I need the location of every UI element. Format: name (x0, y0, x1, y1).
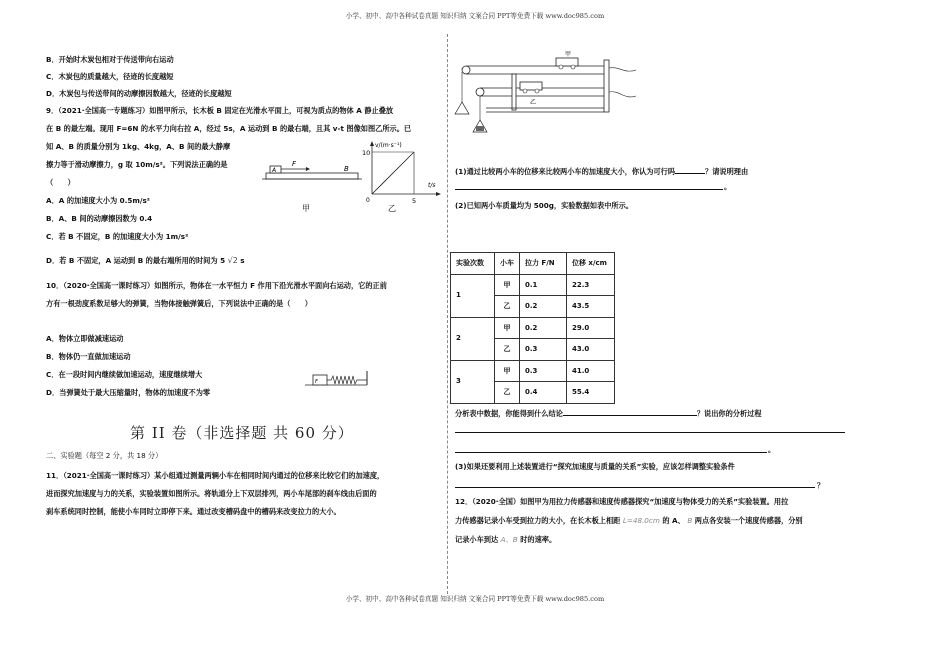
analysis-line (455, 408, 762, 419)
analysis-line-2[interactable] (455, 432, 845, 433)
q11-line-1: 11．（2021·全国高一课时练习）某小组通过测量两辆小车在相同时间内通过的位移来比较它们的加速度， (46, 471, 385, 480)
q12-text-c: 的 A、 (662, 516, 685, 525)
q10-option-c: C．在一段时间内继续做加速运动，速度继续增大 (46, 370, 203, 379)
label-b: B (344, 165, 349, 173)
table-header-trial: 实验次数 (451, 253, 495, 275)
q9-option-d-sqrt: √2 (227, 256, 238, 265)
q9-option-b: B．A、B 间的动摩擦因数为 0.4 (46, 214, 153, 223)
q2-line: (2)已知两小车质量均为 500g，实验数据如表中所示。 (455, 201, 633, 210)
force-arrowhead (306, 167, 310, 171)
q10-line-2: 方有一根劲度系数足够大的弹簧，当物体接触弹簧后，下列说法中正确的是（ ） (46, 299, 312, 308)
table-cell-car: 甲 (495, 274, 520, 296)
weight-pan-1 (455, 102, 469, 114)
table-cell-car: 甲 (495, 317, 520, 339)
table-cell-displacement: 55.4 (567, 382, 615, 404)
q9-option-d-text: D．若 B 不固定，A 运动到 B 的最右端所用的时间为 5 (46, 256, 226, 265)
q1-text: (1)通过比较两小车的位移来比较两小车的加速度大小，你认为可行吗 (455, 167, 676, 176)
q12-line-2 (455, 517, 803, 526)
q1-answer-blank[interactable] (675, 166, 705, 174)
q12-points-ab: A、B (500, 535, 518, 544)
pulley-bottom (476, 88, 484, 96)
table-cell-force: 0.2 (520, 296, 567, 318)
analysis-text-b: ？说出你的分析过程 (696, 409, 762, 418)
q12-text-3c: 时的速率。 (520, 535, 557, 544)
q3-line-1: (3)如果还要利用上述装置进行“探究加速度与质量的关系”实验，应该怎样调整实验条件 (455, 462, 735, 471)
table-header-car: 小车 (495, 253, 520, 275)
q11-apparatus-figure (452, 50, 642, 142)
q12-distance: L=48.0cm (622, 516, 660, 525)
v-tick-10: 10 (362, 149, 371, 157)
table-cell-trial: 1 (451, 274, 495, 317)
q9-option-a: A．A 的加速度大小为 0.5m/s² (46, 196, 150, 205)
origin-label: 0 (366, 197, 370, 204)
q1-reason-line[interactable] (455, 189, 723, 190)
t-tick-5: 5 (412, 197, 417, 205)
pulley-top (462, 66, 470, 74)
car-yi-label: 乙 (530, 99, 537, 106)
table-cell-force: 0.3 (520, 360, 567, 382)
table-cell-force: 0.3 (520, 339, 567, 361)
q1-text-b: ？请说明理由 (705, 167, 749, 176)
car-yi-wheel-2 (535, 89, 539, 93)
q9-line-2: 在 B 的最左端。现用 F=6N 的水平力向右拉 A，经过 5s，A 运动到 B 的最右端，且其 v-t 图像如图乙所示。已 (46, 124, 412, 133)
q3-question-mark: ？ (817, 481, 825, 490)
page-footer-watermark: 小学、初中、高中各种试卷真题 知识归纳 文案合同 PPT等免费下载 www.doc985.com (345, 595, 605, 603)
analysis-answer-blank[interactable] (563, 408, 697, 416)
q9-blank: （ ） (46, 178, 75, 187)
frame-right (604, 60, 609, 112)
option-b-prev: B．开始时木炭包相对于传送带向右运动 (46, 55, 174, 64)
analysis-line-3[interactable] (455, 452, 767, 453)
table-cell-trial: 2 (451, 317, 495, 360)
q12-text-a: 力传感器记录小车受到拉力的大小，在长木板上相距 (455, 516, 621, 525)
q9-option-d-unit: s (240, 256, 245, 265)
v-axis-label: v/(m·s⁻¹) (375, 142, 402, 149)
option-d-prev: D．木炭包与传送带间的动摩擦因数越大，径迹的长度越短 (46, 89, 232, 98)
table-cell-car: 乙 (495, 296, 520, 318)
car-jia (556, 58, 578, 66)
label-f: F (292, 160, 297, 168)
q11-line-2: 进而探究加速度与力的关系，实验装置如图所示。将轨道分上下双层排列，两小车尾部的刹车线由后面的 (46, 489, 377, 498)
q1-period: 。 (724, 182, 732, 191)
table-cell-displacement: 41.0 (567, 360, 615, 382)
car-yi-wheel-1 (523, 89, 527, 93)
table-cell-force: 0.4 (520, 382, 567, 404)
brake-line-lower (609, 92, 636, 97)
table-cell-car: 乙 (495, 339, 520, 361)
table-cell-car: 乙 (495, 382, 520, 404)
column-divider (447, 34, 448, 594)
caption-jia: 甲 (302, 204, 310, 213)
board-b (266, 173, 358, 179)
table-cell-displacement: 29.0 (567, 317, 615, 339)
q10-label-f: F (315, 379, 318, 385)
car-yi (520, 82, 542, 90)
q9-option-d (46, 256, 245, 266)
brake-line-upper (609, 68, 636, 71)
table-cell-displacement: 43.0 (567, 339, 615, 361)
q10-spring (327, 376, 367, 384)
analysis-text-a: 分析表中数据，你能得到什么结论 (455, 409, 563, 418)
section-title: 第 II 卷（非选择题 共 60 分） (130, 424, 354, 442)
q9-line-3: 知 A、B 的质量分别为 1kg、4kg，A、B 间的最大静摩 (46, 142, 231, 151)
q9-figure (262, 138, 448, 216)
weight-block (476, 126, 484, 131)
table-cell-trial: 3 (451, 360, 495, 403)
q3-answer-line[interactable] (455, 487, 815, 488)
q12-line-3 (455, 536, 556, 545)
experiment-data-table (450, 252, 615, 404)
vt-line (372, 152, 414, 194)
analysis-period: 。 (768, 445, 776, 454)
t-axis-arrow (436, 192, 441, 196)
q10-spring-figure (305, 369, 371, 389)
table-cell-displacement: 22.3 (567, 274, 615, 296)
label-a: A (272, 167, 277, 174)
q12-text-3a: 记录小车到达 (455, 535, 499, 544)
q12-line-1: 12．（2020·全国）如图甲为用拉力传感器和速度传感器探究“加速度与物体受力的关系”实验装置。用拉 (455, 497, 789, 506)
table-row (451, 360, 615, 382)
page-header-watermark: 小学、初中、高中各种试卷真题 知识归纳 文案合同 PPT等免费下载 www.doc985.com (345, 12, 605, 20)
q12-point-b: B (687, 516, 693, 525)
table-cell-car: 甲 (495, 360, 520, 382)
table-cell-displacement: 43.5 (567, 296, 615, 318)
q12-text-e: 两点各安装一个速度传感器，分别 (694, 516, 803, 525)
table-header-displacement: 位移 x/cm (567, 253, 615, 275)
q10-line-1: 10．（2020·全国高一课时练习）如图所示，物体在一水平恒力 F 作用下沿光滑水平面向右运动，它的正前 (46, 281, 387, 290)
q1-line-1 (455, 166, 748, 177)
car-jia-label: 甲 (565, 51, 572, 58)
table-row (451, 274, 615, 296)
q9-option-c: C．若 B 不固定，B 的加速度大小为 1m/s² (46, 232, 189, 241)
q9-line-4: 擦力等于滑动摩擦力，g 取 10m/s²。下列说法正确的是 (46, 160, 228, 169)
table-header-row (451, 253, 615, 275)
option-c-prev: C．木炭包的质量越大，径迹的长度越短 (46, 72, 174, 81)
table-row (451, 317, 615, 339)
car-jia-wheel-2 (571, 65, 575, 69)
q10-option-b: B．物体仍一直做加速运动 (46, 352, 131, 361)
q9-line-1: 9．（2021·全国高一专题练习）如图甲所示，长木板 B 固定在光滑水平面上，可视为质点的物体 A 静止叠放 (46, 106, 394, 115)
experiment-heading: 二、实验题（每空 2 分，共 18 分） (46, 451, 163, 460)
table-header-force: 拉力 F/N (520, 253, 567, 275)
table-cell-force: 0.2 (520, 317, 567, 339)
t-axis-label: t/s (428, 182, 436, 189)
table-cell-force: 0.1 (520, 274, 567, 296)
car-jia-wheel-1 (559, 65, 563, 69)
v-axis-arrow (370, 141, 374, 146)
frame-mid (512, 74, 516, 110)
q10-option-d: D．当弹簧处于最大压缩量时，物体的加速度不为零 (46, 388, 211, 397)
caption-yi: 乙 (388, 204, 396, 213)
q11-line-3: 刹车系统同时控制，能使小车同时立即停下来。通过改变槽码盘中的槽码来改变拉力的大小。 (46, 507, 341, 516)
q10-option-a: A．物体立即做减速运动 (46, 334, 124, 343)
